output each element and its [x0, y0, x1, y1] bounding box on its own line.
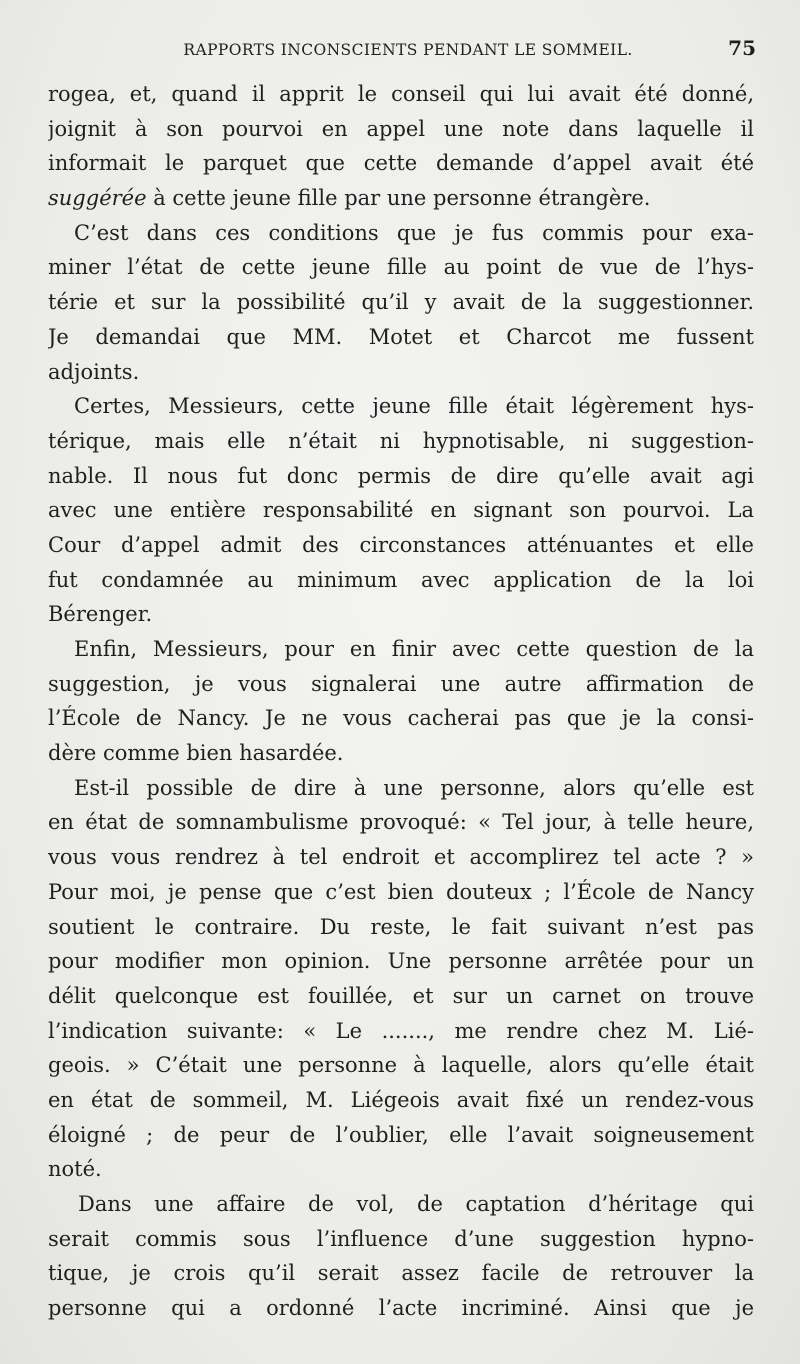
text-line-rest: à cette jeune fille par une personne étrangère. — [153, 186, 651, 211]
text-line: suggestion, je vous signalerai une autre affirmation de — [48, 671, 754, 696]
italic-word: suggérée — [48, 186, 147, 211]
text-line: geois. » C’était une personne à laquelle, alors qu’elle était — [48, 1053, 754, 1078]
body-text — [48, 77, 754, 1326]
text-line: térie et sur la possibilité qu’il y avait de la suggestionner. — [48, 290, 754, 315]
text-line: rogea, et, quand il apprit le conseil qui lui avait été donné, — [48, 82, 754, 106]
text-line: nable. Il nous fut donc permis de dire qu’elle avait agi — [48, 463, 754, 488]
text-line: pour modifier mon opinion. Une personne arrêtée pour un — [48, 949, 754, 974]
text-line: l’École de Nancy. Je ne vous cacherai pas que je la consi- — [48, 706, 754, 731]
paragraph-start: Dans une affaire de vol, de captation d’héritage qui — [78, 1192, 754, 1216]
text-line: en état de sommeil, M. Liégeois avait fixé un rendez-vous — [48, 1087, 754, 1112]
text-line: serait commis sous l’influence d’une suggestion hypno- — [48, 1226, 754, 1251]
text-line: l’indication suivante: « Le ......., me rendre chez M. Lié- — [48, 1018, 754, 1043]
text-line: adjoints. — [48, 359, 140, 384]
text-line: dère comme bien hasardée. — [48, 741, 344, 766]
text-line: soutient le contraire. Du reste, le fait suivant n’est pas — [48, 914, 754, 939]
running-head — [48, 36, 760, 66]
text-line: noté. — [48, 1157, 102, 1182]
text-line: tique, je crois qu’il serait assez facile de retrouver la — [48, 1261, 754, 1286]
text-line: Je demandai que MM. Motet et Charcot me fussent — [48, 324, 754, 349]
running-title: RAPPORTS INCONSCIENTS PENDANT LE SOMMEIL. — [183, 41, 633, 59]
text-line: Cour d’appel admit des circonstances atténuantes et elle — [48, 532, 754, 557]
text-line: Bérenger. — [48, 602, 153, 627]
text-line: joignit à son pourvoi en appel une note dans laquelle il — [48, 116, 754, 141]
text-line: avec une entière responsabilité en signant son pourvoi. La — [48, 498, 754, 523]
text-line: informait le parquet que cette demande d’appel avait été — [48, 151, 754, 176]
text-line: délit quelconque est fouillée, et sur un carnet on trouve — [48, 983, 754, 1008]
text-line: fut condamnée au minimum avec application de la loi — [48, 567, 754, 592]
text-line: personne qui a ordonné l’acte incriminé. Ainsi que je — [48, 1296, 754, 1321]
paragraph-start: Est-il possible de dire à une personne, alors qu’elle est — [74, 775, 754, 800]
text-line: en état de somnambulisme provoqué: « Tel jour, à telle heure, — [48, 810, 754, 835]
paragraph-start: Enfin, Messieurs, pour en finir avec cette question de la — [74, 637, 754, 661]
paragraph-start: C’est dans ces conditions que je fus commis pour exa- — [74, 220, 754, 245]
page-number: 75 — [728, 36, 756, 60]
text-line: Pour moi, je pense que c’est bien douteux ; l’École de Nancy — [48, 879, 754, 904]
text-line: térique, mais elle n’était ni hypnotisable, ni suggestion- — [48, 428, 754, 453]
text-line: vous vous rendrez à tel endroit et accomplirez tel acte ? » — [48, 845, 754, 870]
text-line — [48, 181, 754, 216]
text-line: miner l’état de cette jeune fille au point de vue de l’hys- — [48, 255, 754, 280]
text-line: éloigné ; de peur de l’oublier, elle l’avait soigneusement — [48, 1122, 754, 1147]
paragraph-start: Certes, Messieurs, cette jeune fille était légèrement hys- — [74, 394, 754, 419]
